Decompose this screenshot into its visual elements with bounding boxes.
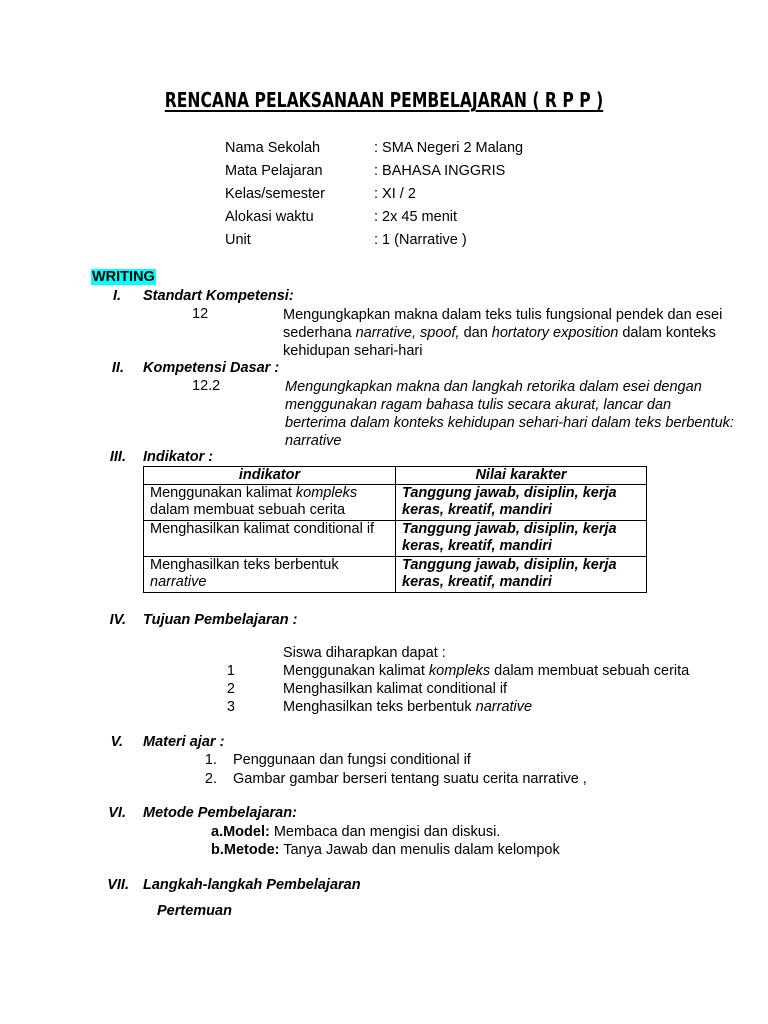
list-item <box>283 663 689 679</box>
section-number: IV. <box>109 612 126 628</box>
list-item: Gambar gambar berseri tentang suatu cerita narrative , <box>233 771 587 787</box>
section-number: VII. <box>107 877 129 893</box>
objectives-intro: Siswa diharapkan dapat : <box>283 645 446 661</box>
text-run: kompleks <box>428 663 491 679</box>
text-run: narrative, spoof, <box>355 325 460 341</box>
section-title-materi: Materi ajar : <box>143 734 225 750</box>
table-cell <box>144 557 396 593</box>
list-item: Menghasilkan kalimat conditional if <box>283 681 508 697</box>
table-header: Nilai karakter <box>396 467 647 485</box>
info-value: : BAHASA INGGRIS <box>374 163 506 179</box>
info-label: Mata Pelajaran <box>225 163 323 179</box>
text-run: Mengungkapkan makna dalam teks tulis fungsional pendek dan esei sederhana <box>283 307 723 341</box>
text-run: Menggunakan kalimat <box>283 663 429 679</box>
table-cell: Tanggung jawab, disiplin, kerja keras, kreatif, mandiri <box>396 485 647 521</box>
indicator-table <box>143 466 647 593</box>
list-number: 2 <box>226 681 235 697</box>
table-cell: Tanggung jawab, disiplin, kerja keras, kreatif, mandiri <box>396 557 647 593</box>
text-run: hortatory exposition <box>491 325 619 341</box>
competency-text <box>283 306 753 360</box>
section-title-standart-kompetensi: Standart Kompetensi: <box>143 288 294 304</box>
method-key: b.Metode: <box>211 842 280 858</box>
text-run: Menghasilkan teks berbentuk <box>283 699 476 715</box>
table-cell: Menghasilkan kalimat conditional if <box>144 521 396 557</box>
table-header: indikator <box>144 467 396 485</box>
method-key: a.Model: <box>211 824 270 840</box>
list-number: 1 <box>226 663 235 679</box>
list-number: 2. <box>204 771 217 787</box>
text-run: kompleks <box>295 485 358 501</box>
list-item <box>283 699 532 715</box>
method-item <box>211 824 500 840</box>
list-number: 3 <box>226 699 235 715</box>
section-number: V. <box>110 734 123 750</box>
competency-code: 12.2 <box>192 378 221 394</box>
section-title-indikator: Indikator : <box>143 449 214 465</box>
document-title: RENCANA PELAKSANAAN PEMBELAJARAN ( R P P ) <box>164 88 604 112</box>
text-run: Menggunakan kalimat <box>150 485 296 501</box>
info-label: Nama Sekolah <box>225 140 321 156</box>
table-header-row <box>144 467 647 485</box>
section-title-tujuan: Tujuan Pembelajaran : <box>143 612 298 628</box>
table-row <box>144 557 647 593</box>
competency-code: 12 <box>192 306 209 322</box>
text-run: dalam konteks kehidupan sehari-hari <box>283 325 716 359</box>
table-cell <box>144 485 396 521</box>
table-cell: Tanggung jawab, disiplin, kerja keras, kreatif, mandiri <box>396 521 647 557</box>
text-run: dalam membuat sebuah cerita <box>490 663 690 679</box>
info-value: : 1 (Narrative ) <box>374 232 467 248</box>
table-row <box>144 485 647 521</box>
section-title-langkah: Langkah-langkah Pembelajaran <box>143 877 361 893</box>
method-value: Tanya Jawab dan menulis dalam kelompok <box>279 842 560 858</box>
text-run: narrative <box>475 699 533 715</box>
text-run: Menghasilkan teks berbentuk <box>150 557 339 573</box>
info-label: Alokasi waktu <box>225 209 314 225</box>
method-item <box>211 842 560 858</box>
info-label: Kelas/semester <box>225 186 325 202</box>
section-number: I. <box>112 288 121 304</box>
method-value: Membaca dan mengisi dan diskusi. <box>269 824 501 840</box>
section-title-metode: Metode Pembelajaran: <box>143 805 297 821</box>
list-item: Penggunaan dan fungsi conditional if <box>233 752 471 768</box>
text-run: dan <box>459 325 492 341</box>
section-title-kompetensi-dasar: Kompetensi Dasar : <box>143 360 280 376</box>
text-run: narrative <box>150 574 207 590</box>
meeting-heading: Pertemuan <box>157 903 232 919</box>
section-number: III. <box>109 449 126 465</box>
section-number: II. <box>111 360 124 376</box>
table-row <box>144 521 647 557</box>
text-run: dalam membuat sebuah cerita <box>150 502 346 518</box>
info-value: : XI / 2 <box>374 186 416 202</box>
info-label: Unit <box>225 232 251 248</box>
info-value: : SMA Negeri 2 Malang <box>374 140 524 156</box>
info-value: : 2x 45 menit <box>374 209 458 225</box>
writing-heading: WRITING <box>92 269 155 285</box>
basic-competency-text: Mengungkapkan makna dan langkah retorika dalam esei dengan menggunakan ragam bahasa tulis secara akurat, lancar dan berterima dalam konteks kehidupan sehari-hari dalam teks berbentuk: narrative <box>285 379 734 449</box>
list-number: 1. <box>204 752 217 768</box>
section-number: VI. <box>108 805 126 821</box>
